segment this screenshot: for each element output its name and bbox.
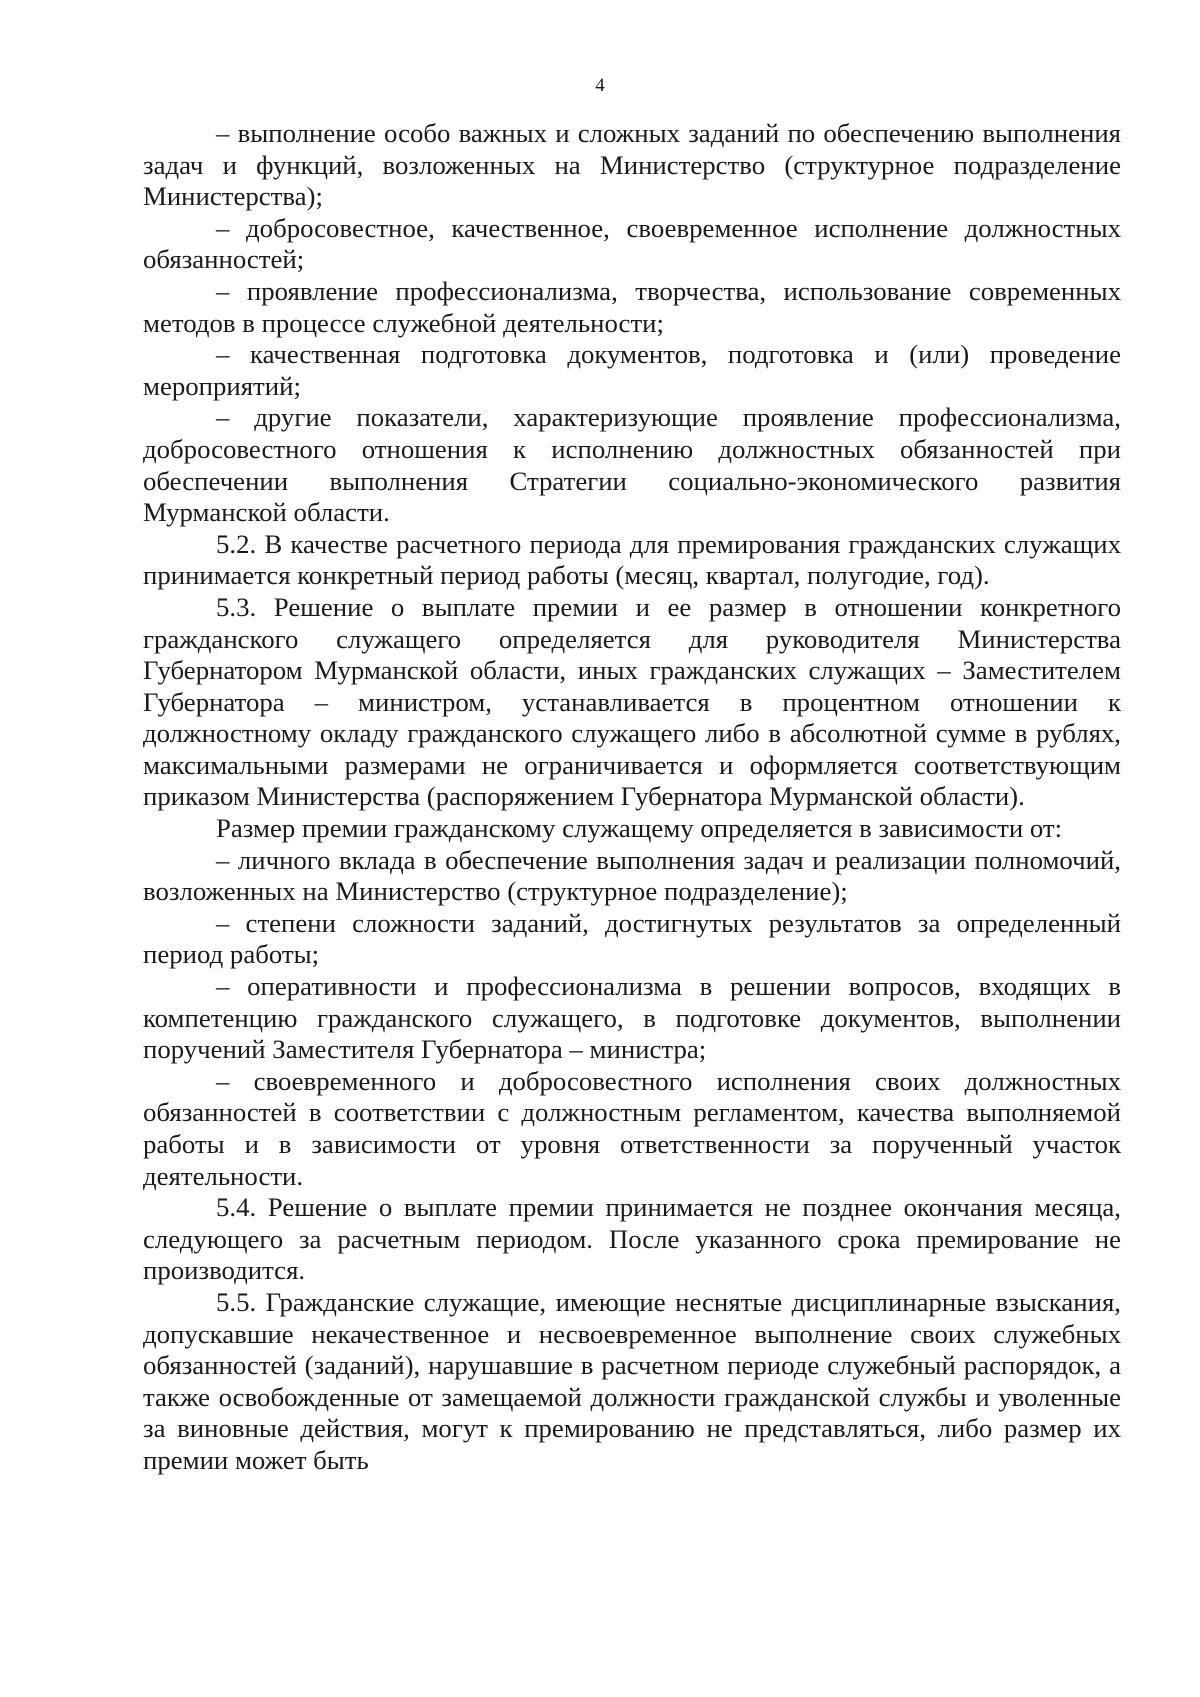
paragraph-bullet-document-preparation: – качественная подготовка документов, подготовка и (или) проведение мероприятий; [143, 339, 1121, 401]
page-number: 4 [595, 75, 605, 96]
document-body [143, 118, 1121, 1477]
paragraph-bullet-important-tasks: – выполнение особо важных и сложных заданий по обеспечению выполнения задач и функций, возложенных на Министерство (структурное подразделение Министерства); [143, 118, 1121, 212]
paragraph-bullet-timely-performance: – своевременного и добросовестного исполнения своих должностных обязанностей в соответствии с должностным регламентом, качества выполняемой работы и в зависимости от уровня ответственности за порученный участок деятельности. [143, 1065, 1121, 1191]
paragraph-clause-5-3: 5.3. Решение о выплате премии и ее размер в отношении конкретного гражданского служащего определяется для руководителя Министерства Губернатором Мурманской области, иных гражданских служащих – Заместителем Губернатора – министром, устанавливается в процентном отношении к должностному окладу гражданского служащего либо в абсолютной сумме в рублях, максимальными размерами не ограничивается и оформляется соответствующим приказом Министерства (распоряжением Губернатора Мурманской области). [143, 591, 1121, 812]
paragraph-bullet-personal-contribution: – личного вклада в обеспечение выполнения задач и реализации полномочий, возложенных на Министерство (структурное подразделение); [143, 844, 1121, 907]
paragraph-clause-5-5: 5.5. Гражданские служащие, имеющие неснятые дисциплинарные взыскания, допускавшие некачественное и несвоевременное выполнение своих служебных обязанностей (заданий), нарушавшие в расчетном периоде служебный распорядок, а также освобожденные от замещаемой должности гражданской службы и уволенные за виновные действия, могут к премированию не представляться, либо размер их премии может быть [143, 1286, 1121, 1475]
paragraph-bullet-task-complexity: – степени сложности заданий, достигнутых результатов за определенный период работы; [143, 907, 1121, 970]
paragraph-clause-5-2: 5.2. В качестве расчетного периода для премирования гражданских служащих принимается конкретный период работы (месяц, квартал, полугодие, год). [143, 528, 1121, 591]
paragraph-bullet-efficiency: – оперативности и профессионализма в решении вопросов, входящих в компетенцию гражданского служащего, в подготовке документов, выполнении поручений Заместителя Губернатора – министра; [143, 971, 1121, 1065]
paragraph-clause-5-4: 5.4. Решение о выплате премии принимается не позднее окончания месяца, следующего за расчетным периодом. После указанного срока премирование не производится. [143, 1192, 1121, 1286]
paragraph-bullet-other-indicators: – другие показатели, характеризующие проявление профессионализма, добросовестного отношения к исполнению должностных обязанностей при обеспечении выполнения Стратегии социально-экономического развития Мурманской области. [143, 402, 1121, 528]
paragraph-bullet-professionalism: – проявление профессионализма, творчества, использование современных методов в процессе служебной деятельности; [143, 275, 1121, 338]
paragraph-bonus-size-intro: Размер премии гражданскому служащему определяется в зависимости от: [216, 813, 1063, 844]
paragraph-bullet-conscientious-duties: – добросовестное, качественное, своевременное исполнение должностных обязанностей; [143, 212, 1121, 275]
